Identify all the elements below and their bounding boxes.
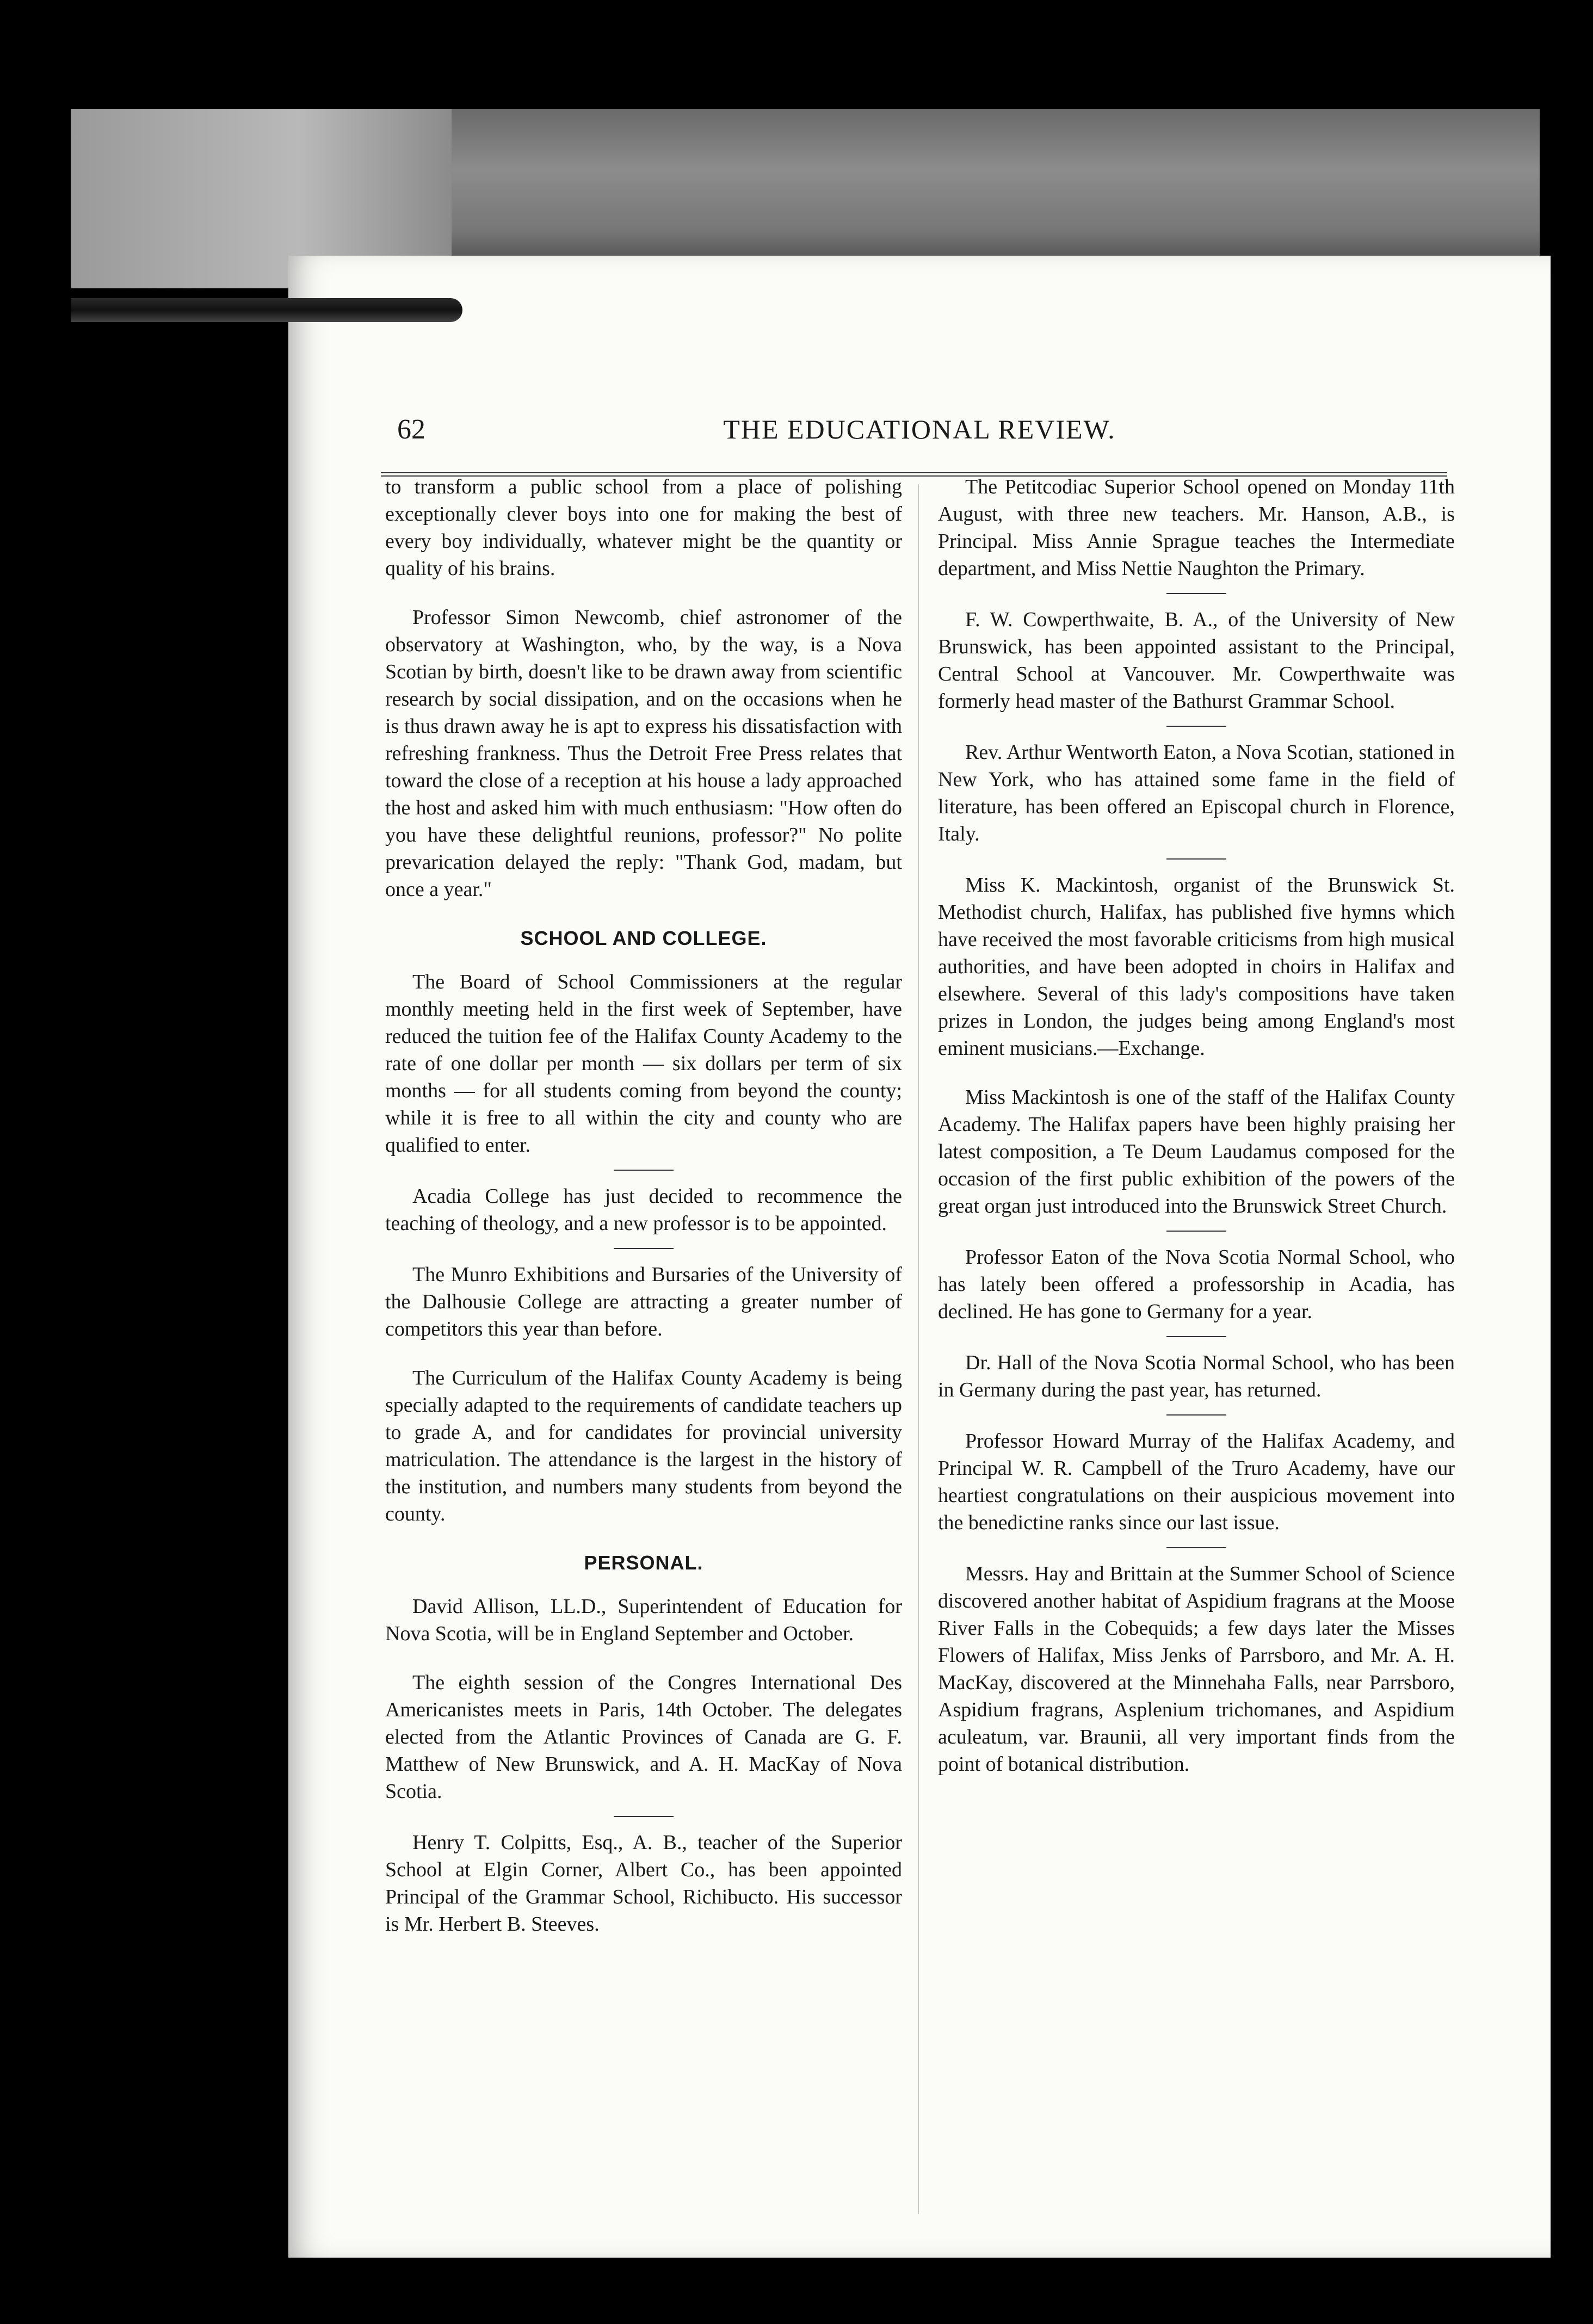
paragraph: The eighth session of the Congres International Des Americanistes meets in Paris, 14th October. The delegates elected from the Atlantic Provinces of Canada are G. F. Matthew of New Brunswick, and A. H. MacKay of Nova Scotia. <box>385 1671 902 1803</box>
scanned-page <box>288 256 1551 2258</box>
left-column <box>385 473 902 1960</box>
paragraph: Henry T. Colpitts, Esq., A. B., teacher of the Superior School at Elgin Corner, Albert Co., has been appointed Principal of the Grammar School, Richibucto. His successor is Mr. Herbert B. Steeves. <box>385 1831 902 1936</box>
column-divider <box>918 484 919 2214</box>
paragraph: The Board of School Commissioners at the regular monthly meeting held in the first week of September, have reduced the tuition fee of the Halifax County Academy to the rate of one dollar per month — six dollars per term of six months — for all students coming from beyond the county; while it is free to all within the city and county who are qualified to enter. <box>385 971 902 1157</box>
paragraph: to transform a public school from a place of polishing exceptionally clever boys into one for making the best of every boy individually, whatever might be the quantity or quality of his brains. <box>385 475 902 580</box>
page-header <box>288 413 1551 462</box>
right-column <box>938 473 1455 1800</box>
separator <box>1166 858 1226 860</box>
separator <box>614 1248 674 1249</box>
paragraph: The Munro Exhibitions and Bursaries of the University of the Dalhousie College are attracting a greater number of competitors this year than before. <box>385 1263 902 1340</box>
paragraph: David Allison, LL.D., Superintendent of Education for Nova Scotia, will be in England September and October. <box>385 1595 902 1645</box>
paragraph: Miss Mackintosh is one of the staff of the Halifax County Academy. The Halifax papers have been highly praising her latest composition, a Te Deum Laudamus composed for the occasion of the first public exhibition of the powers of the great organ just introduced into the Brunswick Street Church. <box>938 1086 1455 1217</box>
paragraph: Professor Eaton of the Nova Scotia Normal School, who has lately been offered a professorship in Acadia, has declined. He has gone to Germany for a year. <box>938 1246 1455 1323</box>
separator <box>1166 1231 1226 1232</box>
separator <box>1166 726 1226 727</box>
separator <box>1166 1414 1226 1416</box>
paragraph: Miss K. Mackintosh, organist of the Brunswick St. Methodist church, Halifax, has published five hymns which have received the most favorable criticisms from high musical authorities, and have been adopted in choirs in Halifax and elsewhere. Several of this lady's compositions have taken prizes in London, the judges being among England's most eminent musicians.—Exchange. <box>938 874 1455 1060</box>
separator <box>1166 1547 1226 1548</box>
paragraph: The Curriculum of the Halifax County Academy is being specially adapted to the requirements of candidate teachers up to grade A, and for candidates for provincial university matriculation. The attendance is the largest in the history of the institution, and numbers many students from beyond the county. <box>385 1367 902 1525</box>
separator <box>1166 593 1226 594</box>
separator <box>614 1170 674 1171</box>
separator <box>614 1816 674 1817</box>
paragraph: Rev. Arthur Wentworth Eaton, a Nova Scotian, stationed in New York, who has attained some fame in the field of literature, has been offered an Episcopal church in Florence, Italy. <box>938 741 1455 845</box>
scanner-clip <box>71 298 462 322</box>
paragraph: Messrs. Hay and Brittain at the Summer School of Science discovered another habitat of Aspidium fragrans at the Moose River Falls in the Cobequids; a few days later the Misses Flowers of Halifax, Miss Jenks of Parrsboro, and Mr. A. H. MacKay, discovered at the Minnehaha Falls, near Parrsboro, Aspidium fragrans, Asplenium trichomanes, and Aspidium aculeatum, var. Braunii, all very important finds from the point of botanical distribution. <box>938 1562 1455 1776</box>
paragraph: Professor Howard Murray of the Halifax Academy, and Principal W. R. Campbell of the Truro Academy, have our heartiest congratulations on their auspicious movement into the benedictine ranks since our last issue. <box>938 1430 1455 1534</box>
paragraph: F. W. Cowperthwaite, B. A., of the University of New Brunswick, has been appointed assistant to the Principal, Central School at Vancouver. Mr. Cowperthwaite was formerly head master of the Bathurst Grammar School. <box>938 608 1455 713</box>
journal-title: THE EDUCATIONAL REVIEW. <box>723 414 1116 444</box>
section-heading-school-and-college: SCHOOL AND COLLEGE. <box>520 927 767 949</box>
paragraph: Dr. Hall of the Nova Scotia Normal School, who has been in Germany during the past year, has returned. <box>938 1351 1455 1401</box>
paragraph: Acadia College has just decided to recommence the teaching of theology, and a new professor is to be appointed. <box>385 1185 902 1235</box>
paragraph: The Petitcodiac Superior School opened on Monday 11th August, with three new teachers. Mr. Hanson, A.B., is Principal. Miss Annie Sprague teaches the Intermediate department, and Miss Nettie Naughton the Primary. <box>938 475 1455 580</box>
separator <box>1166 1336 1226 1337</box>
page-number: 62 <box>397 414 425 445</box>
section-heading-personal: PERSONAL. <box>584 1552 703 1574</box>
paragraph: Professor Simon Newcomb, chief astronomer of the observatory at Washington, who, by the way, is a Nova Scotian by birth, doesn't like to be drawn away from scientific research by social dissipation, and on the occasions when he is thus drawn away he is apt to express his dissatisfaction with refreshing frankness. Thus the Detroit Free Press relates that toward the close of a reception at his house a lady approached the host and asked him with much enthusiasm: "How often do you have these delightful reunions, professor?" No polite prevarication delayed the reply: "Thank God, madam, but once a year." <box>385 606 902 901</box>
